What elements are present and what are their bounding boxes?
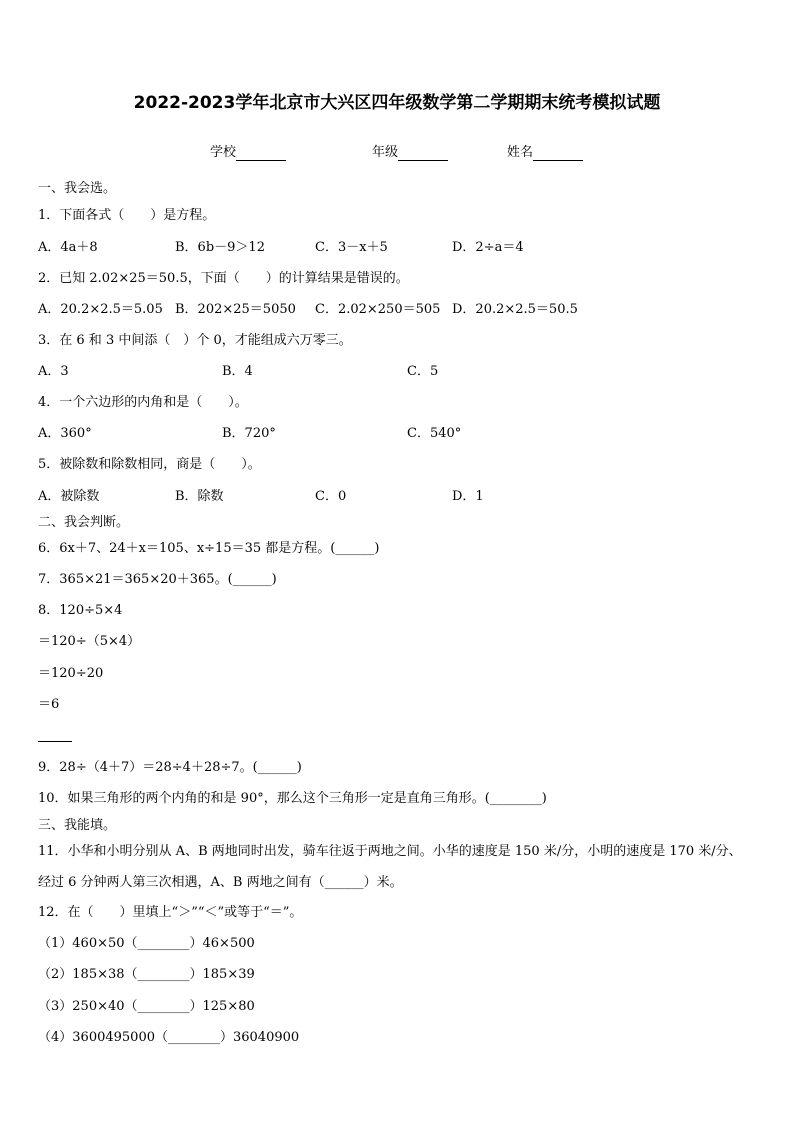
question-12-item-2: （2）185×38（________）185×39	[38, 967, 255, 982]
option-b: B．4	[222, 364, 253, 379]
question-8-line-4: ＝6	[38, 697, 60, 712]
question-2-options	[38, 302, 778, 318]
option-a: A．360°	[38, 426, 92, 441]
name-label: 姓名	[507, 145, 534, 160]
question-1-options	[38, 240, 778, 256]
option-d: D．2÷a＝4	[452, 240, 524, 255]
question-4-options	[38, 426, 778, 442]
option-a: A．被除数	[38, 489, 100, 504]
question-3-options	[38, 364, 778, 380]
question-12-item-1: （1）460×50（________）46×500	[38, 936, 255, 951]
question-1-stem: 1．下面各式（ ）是方程。	[38, 208, 216, 223]
question-5-stem: 5．被除数和除数相同，商是（ ）。	[38, 457, 261, 472]
option-a: A．4a＋8	[38, 240, 98, 255]
school-blank	[236, 145, 286, 161]
option-b: B．202×25＝5050	[175, 302, 296, 317]
question-7: 7．365×21＝365×20＋365。(______)	[38, 572, 277, 587]
question-9: 9．28÷（4＋7）＝28÷4＋28÷7。(______)	[38, 760, 302, 775]
option-c: C．3－x＋5	[315, 240, 388, 255]
option-c: C．0	[315, 489, 347, 504]
question-6: 6．6x＋7、24＋x＝105、x÷15＝35 都是方程。(______)	[38, 541, 380, 556]
option-c: C．5	[407, 364, 439, 379]
option-b: B．6b－9＞12	[175, 240, 265, 255]
option-b: B．除数	[175, 489, 224, 504]
option-d: D．20.2×2.5＝50.5	[452, 302, 578, 317]
name-field	[507, 141, 583, 161]
option-c: C．2.02×250＝505	[315, 302, 441, 317]
question-8-line-1: 8．120÷5×4	[38, 603, 123, 618]
question-8-answer-blank	[38, 741, 72, 742]
question-5-options	[38, 489, 778, 505]
question-3-stem: 3．在 6 和 3 中间添（ ）个 0，才能组成六万零三。	[38, 333, 352, 348]
option-d: D．1	[452, 489, 484, 504]
option-a: A．20.2×2.5＝5.05	[38, 302, 163, 317]
grade-label: 年级	[372, 145, 399, 160]
question-12-item-4: （4）3600495000（________）36040900	[38, 1030, 300, 1045]
option-a: A．3	[38, 364, 69, 379]
question-10: 10．如果三角形的两个内角的和是 90°，那么这个三角形一定是直角三角形。(________)	[38, 791, 547, 806]
question-11-line-2: 经过 6 分钟两人第三次相遇，A、B 两地之间有（______）米。	[38, 875, 403, 890]
question-8-line-2: ＝120÷（5×4）	[38, 634, 141, 649]
question-12-item-3: （3）250×40（________）125×80	[38, 999, 255, 1014]
school-label: 学校	[210, 145, 237, 160]
section-2-heading: 二、我会判断。	[38, 515, 130, 530]
school-field	[210, 141, 286, 161]
option-c: C．540°	[407, 426, 462, 441]
question-2-stem: 2．已知 2.02×25＝50.5，下面（ ）的计算结果是错误的。	[38, 271, 409, 286]
question-11-line-1: 11．小华和小明分别从 A、B 两地同时出发，骑车往返于两地之间。小华的速度是 150 米/分，小明的速度是 170 米/分、	[38, 844, 742, 859]
question-4-stem: 4．一个六边形的内角和是（ ）。	[38, 395, 248, 410]
section-1-heading: 一、我会选。	[38, 181, 117, 196]
question-8-line-3: ＝120÷20	[38, 666, 104, 681]
question-12-stem: 12．在（ ）里填上“＞”“＜”或等于“＝”。	[38, 905, 303, 920]
option-b: B．720°	[222, 426, 276, 441]
section-3-heading: 三、我能填。	[38, 818, 117, 833]
name-blank	[533, 145, 583, 161]
page-title: 2022-2023学年北京市大兴区四年级数学第二学期期末统考模拟试题	[133, 93, 661, 113]
grade-blank	[398, 145, 448, 161]
grade-field	[372, 141, 448, 161]
